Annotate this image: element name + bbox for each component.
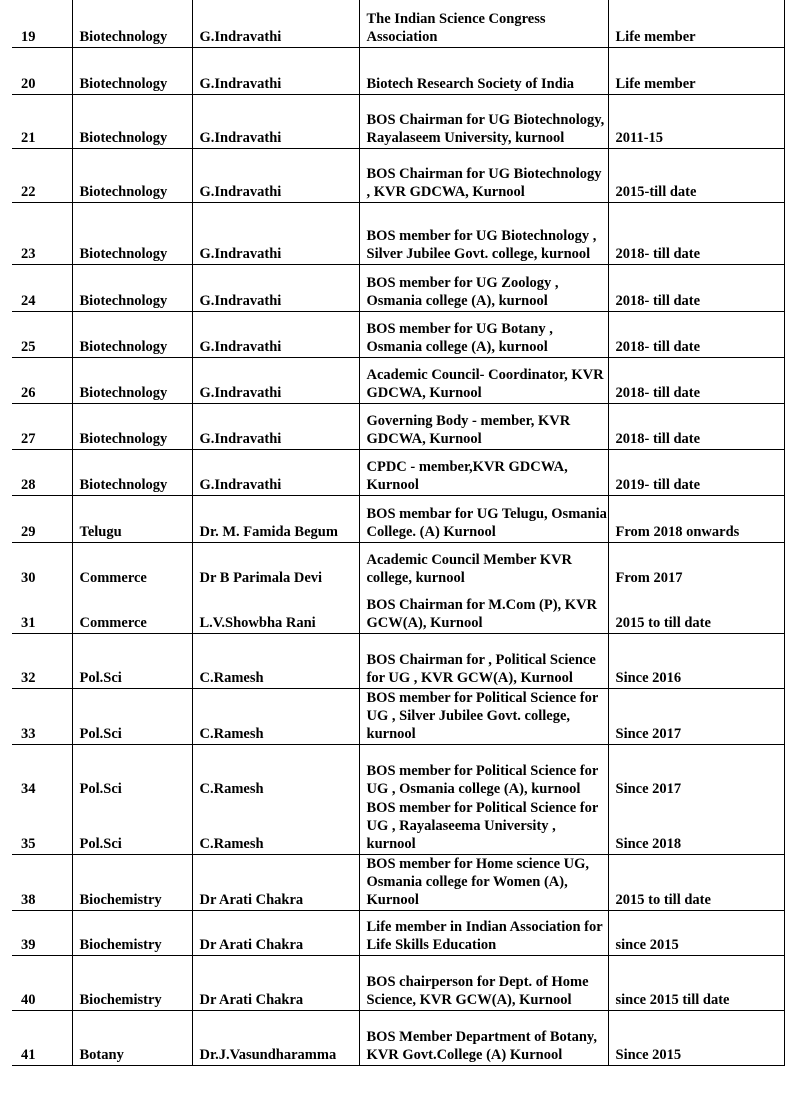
department-cell: Biotechnology [72,449,192,495]
faculty-name-cell: Dr Arati Chakra [192,855,359,911]
serial-number-cell: 41 [12,1011,72,1066]
period-cell: Life member [608,47,784,94]
faculty-name-cell: G.Indravathi [192,311,359,357]
serial-number-cell: 27 [12,403,72,449]
department-cell: Commerce [72,542,192,588]
faculty-name-cell: G.Indravathi [192,403,359,449]
period-cell: Since 2016 [608,633,784,688]
faculty-name-cell: L.V.Showbha Rani [192,588,359,633]
department-cell: Telugu [72,495,192,542]
faculty-name-cell: C.Ramesh [192,744,359,799]
period-cell: 2015 to till date [608,855,784,911]
serial-number-cell: 35 [12,799,72,855]
table-row [12,688,784,744]
serial-number-cell: 20 [12,47,72,94]
table-row [12,0,784,47]
period-cell: Since 2018 [608,799,784,855]
membership-role-cell: BOS member for UG Biotechnology , Silver Jubilee Govt. college, kurnool [359,202,608,264]
department-cell: Botany [72,1011,192,1066]
membership-role-cell: Governing Body - member, KVR GDCWA, Kurnool [359,403,608,449]
period-cell: 2018- till date [608,311,784,357]
faculty-name-cell: G.Indravathi [192,264,359,311]
serial-number-cell: 29 [12,495,72,542]
period-cell: Since 2017 [608,688,784,744]
serial-number-cell: 22 [12,148,72,202]
membership-role-cell: BOS Chairman for UG Biotechnology, Rayalaseem University, kurnool [359,94,608,148]
department-cell: Pol.Sci [72,799,192,855]
faculty-name-cell: C.Ramesh [192,799,359,855]
faculty-name-cell: Dr Arati Chakra [192,911,359,956]
faculty-name-cell: G.Indravathi [192,449,359,495]
department-cell: Biotechnology [72,47,192,94]
serial-number-cell: 38 [12,855,72,911]
membership-role-cell: Life member in Indian Association for Life Skills Education [359,911,608,956]
faculty-name-cell: C.Ramesh [192,633,359,688]
serial-number-cell: 21 [12,94,72,148]
membership-role-cell: Biotech Research Society of India [359,47,608,94]
membership-role-cell: BOS chairperson for Dept. of Home Science, KVR GCW(A), Kurnool [359,956,608,1011]
department-cell: Biochemistry [72,956,192,1011]
serial-number-cell: 40 [12,956,72,1011]
membership-role-cell: BOS member for Political Science for UG , Silver Jubilee Govt. college, kurnool [359,688,608,744]
table-row [12,495,784,542]
period-cell: 2019- till date [608,449,784,495]
department-cell: Pol.Sci [72,744,192,799]
table-row [12,1011,784,1066]
faculty-name-cell: Dr B Parimala Devi [192,542,359,588]
faculty-name-cell: G.Indravathi [192,357,359,403]
serial-number-cell: 32 [12,633,72,688]
membership-role-cell: BOS member for Political Science for UG , Osmania college (A), kurnool [359,744,608,799]
department-cell: Biotechnology [72,357,192,403]
faculty-name-cell: Dr.J.Vasundharamma [192,1011,359,1066]
serial-number-cell: 30 [12,542,72,588]
membership-role-cell: BOS Chairman for M.Com (P), KVR GCW(A), Kurnool [359,588,608,633]
table-row [12,911,784,956]
table-row [12,799,784,855]
department-cell: Biochemistry [72,855,192,911]
period-cell: 2018- till date [608,264,784,311]
faculty-name-cell: G.Indravathi [192,148,359,202]
period-cell: 2015 to till date [608,588,784,633]
department-cell: Biotechnology [72,264,192,311]
membership-role-cell: Academic Council Member KVR college, kurnool [359,542,608,588]
department-cell: Pol.Sci [72,633,192,688]
period-cell: 2018- till date [608,403,784,449]
serial-number-cell: 39 [12,911,72,956]
serial-number-cell: 26 [12,357,72,403]
serial-number-cell: 31 [12,588,72,633]
department-cell: Biotechnology [72,148,192,202]
table-row [12,542,784,588]
period-cell: Life member [608,0,784,47]
table-row [12,855,784,911]
membership-role-cell: BOS Chairman for UG Biotechnology , KVR GDCWA, Kurnool [359,148,608,202]
table-row [12,94,784,148]
table-row [12,744,784,799]
department-cell: Biotechnology [72,202,192,264]
table-row [12,633,784,688]
membership-table [12,0,785,1066]
serial-number-cell: 25 [12,311,72,357]
department-cell: Biotechnology [72,0,192,47]
table-row [12,403,784,449]
faculty-name-cell: G.Indravathi [192,47,359,94]
table-row [12,588,784,633]
period-cell: 2015-till date [608,148,784,202]
table-row [12,148,784,202]
serial-number-cell: 24 [12,264,72,311]
period-cell: 2018- till date [608,202,784,264]
period-cell: Since 2017 [608,744,784,799]
membership-role-cell: BOS Chairman for , Political Science for UG , KVR GCW(A), Kurnool [359,633,608,688]
faculty-name-cell: C.Ramesh [192,688,359,744]
department-cell: Biochemistry [72,911,192,956]
membership-role-cell: BOS member for Political Science for UG , Rayalaseema University , kurnool [359,799,608,855]
membership-role-cell: Academic Council- Coordinator, KVR GDCWA, Kurnool [359,357,608,403]
faculty-name-cell: Dr Arati Chakra [192,956,359,1011]
period-cell: since 2015 till date [608,956,784,1011]
period-cell: From 2018 onwards [608,495,784,542]
table-row [12,264,784,311]
membership-role-cell: BOS member for Home science UG, Osmania college for Women (A), Kurnool [359,855,608,911]
serial-number-cell: 34 [12,744,72,799]
membership-role-cell: BOS membar for UG Telugu, Osmania College. (A) Kurnool [359,495,608,542]
membership-role-cell: BOS Member Department of Botany, KVR Govt.College (A) Kurnool [359,1011,608,1066]
period-cell: From 2017 [608,542,784,588]
faculty-name-cell: G.Indravathi [192,0,359,47]
department-cell: Pol.Sci [72,688,192,744]
period-cell: 2018- till date [608,357,784,403]
serial-number-cell: 28 [12,449,72,495]
period-cell: since 2015 [608,911,784,956]
department-cell: Biotechnology [72,94,192,148]
serial-number-cell: 19 [12,0,72,47]
faculty-name-cell: Dr. M. Famida Begum [192,495,359,542]
membership-role-cell: BOS member for UG Botany , Osmania college (A), kurnool [359,311,608,357]
membership-role-cell: The Indian Science Congress Association [359,0,608,47]
faculty-name-cell: G.Indravathi [192,94,359,148]
membership-role-cell: CPDC - member,KVR GDCWA, Kurnool [359,449,608,495]
period-cell: 2011-15 [608,94,784,148]
department-cell: Biotechnology [72,311,192,357]
table-row [12,202,784,264]
table-row [12,357,784,403]
table-row [12,449,784,495]
department-cell: Biotechnology [72,403,192,449]
department-cell: Commerce [72,588,192,633]
serial-number-cell: 33 [12,688,72,744]
serial-number-cell: 23 [12,202,72,264]
membership-role-cell: BOS member for UG Zoology , Osmania college (A), kurnool [359,264,608,311]
table-row [12,956,784,1011]
period-cell: Since 2015 [608,1011,784,1066]
table-row [12,47,784,94]
faculty-name-cell: G.Indravathi [192,202,359,264]
table-row [12,311,784,357]
